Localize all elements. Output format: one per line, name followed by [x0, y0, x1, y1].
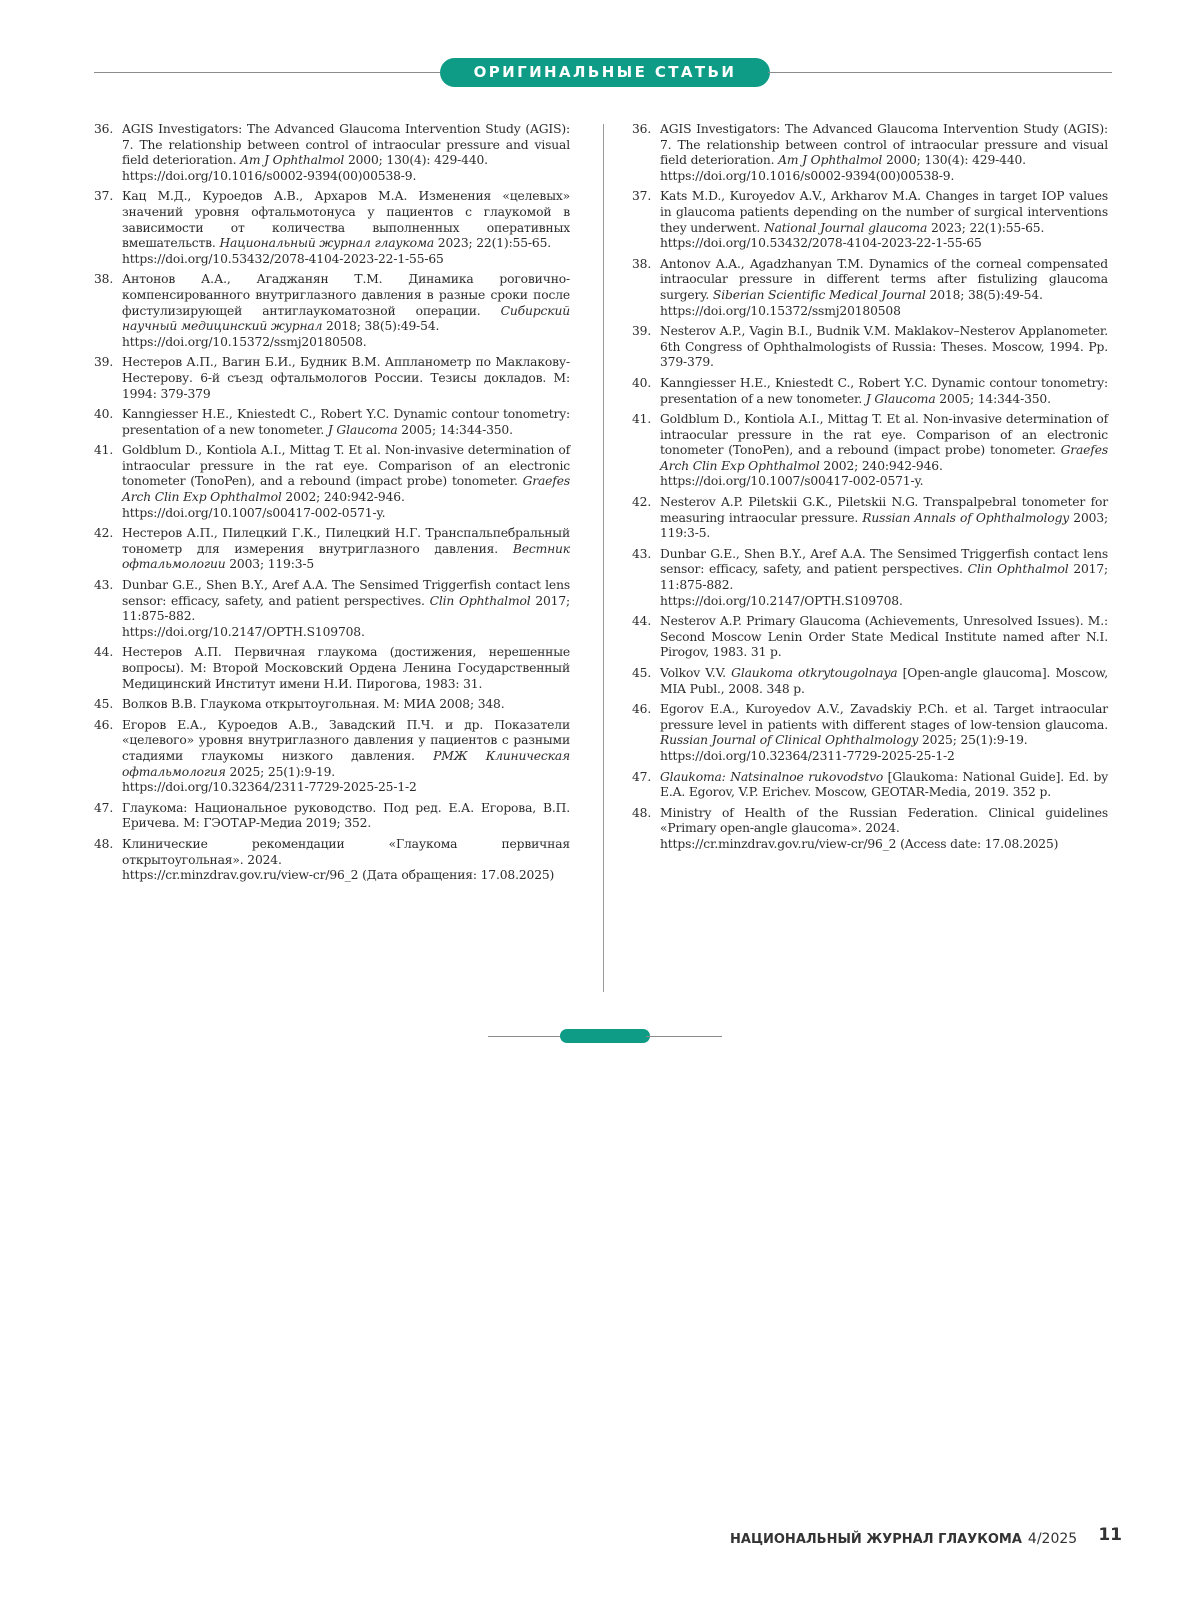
reference-text: Kanngiesser H.E., Kniestedt C., Robert Y.C. Dynamic contour tonometry: presentation of a new tonometer. — [660, 375, 1108, 406]
reference-item — [632, 189, 1108, 251]
reference-journal: Национальный журнал глаукома — [219, 236, 435, 251]
reference-text: Егоров Е.А., Куроедов А.В., Завадский П.Ч. и др. Показатели «целевого» уровня внутриглазного давления у пациентов с разными стадиями глаукомы низкого давления. — [122, 717, 570, 763]
reference-text: Нестеров А.П., Вагин Б.И., Будник В.М. Аппланометр по Маклакову-Нестерову. 6-й съезд офтальмологов России. Тезисы докладов. М: 1994: 379-379 — [122, 355, 570, 401]
reference-doi-link[interactable]: https://doi.org/10.1016/s0002-9394(00)00538-9. — [660, 168, 955, 183]
reference-doi-link[interactable]: https://doi.org/10.53432/2078-4104-2023-22-1-55-65 — [660, 236, 982, 251]
reference-item — [94, 801, 570, 832]
reference-number: 36. — [94, 122, 114, 136]
reference-number: 41. — [632, 412, 652, 427]
reference-text: Глаукома: Национальное руководство. Под ред. Е.А. Егорова, В.П. Еричева. М: ГЭОТАР-Медиа 2019; 352. — [122, 800, 570, 831]
reference-text: Egorov E.A., Kuroyedov A.V., Zavadskiy P.Ch. et al. Target intraocular pressure level in patients with different stages of low-tension glaucoma. — [660, 702, 1108, 732]
reference-item — [94, 122, 570, 184]
reference-details: 2018; 38(5):49-54. — [925, 287, 1043, 302]
reference-number: 43. — [632, 546, 652, 561]
reference-item — [632, 122, 1108, 184]
reference-journal: Graefes Arch Clin Exp Ophthalmol — [122, 474, 570, 505]
reference-doi-link[interactable]: https://doi.org/10.2147/OPTH.S109708. — [122, 624, 365, 639]
reference-number: 46. — [632, 702, 652, 717]
reference-number: 37. — [632, 189, 652, 204]
reference-text: AGIS Investigators: The Advanced Glaucoma Intervention Study (AGIS): 7. The relationship between control of intraocular pressure and visual field deterioration. — [122, 122, 570, 168]
reference-item — [94, 407, 570, 438]
reference-journal: Russian Journal of Clinical Ophthalmology — [660, 733, 919, 748]
reference-item — [632, 547, 1108, 609]
reference-item — [632, 495, 1108, 542]
reference-details: 2017; 11:875-882. — [660, 562, 1109, 593]
end-ornament — [560, 1029, 650, 1043]
reference-text: Kanngiesser H.E., Kniestedt C., Robert Y.C. Dynamic contour tonometry: presentation of a new tonometer. — [122, 407, 570, 437]
reference-text: Nesterov A.P. Piletskii G.K., Piletskii N.G. Transpalpebral tonometer for measuring intraocular pressure. — [660, 495, 1108, 525]
reference-item — [632, 412, 1108, 490]
reference-doi-link[interactable]: https://doi.org/10.53432/2078-4104-2023-22-1-55-65 — [122, 251, 444, 266]
reference-item — [94, 355, 570, 402]
reference-details: 2025; 25(1):9-19. — [225, 764, 336, 779]
reference-item — [94, 578, 570, 640]
reference-text: Volkov V.V. — [660, 666, 732, 680]
reference-journal: РМЖ Клиническая офтальмология — [122, 748, 570, 779]
reference-journal: Вестник офтальмологии — [122, 541, 570, 572]
references-english — [632, 122, 1108, 858]
reference-number: 40. — [632, 375, 652, 390]
reference-text: Goldblum D., Kontiola A.I., Mittag T. Et al. Non-invasive determination of intraocular pressure in the rat eye. Comparison of an electronic tonometer (TonoPen), and a rebound (impact probe) tonometer. — [122, 443, 570, 489]
reference-doi-link[interactable]: https://cr.minzdrav.gov.ru/view-cr/96_2 (Дата обращения: 17.08.2025) — [122, 868, 555, 883]
page-footer — [730, 1525, 1122, 1547]
reference-item — [632, 376, 1108, 407]
reference-doi-link[interactable]: https://doi.org/10.1016/s0002-9394(00)00538-9. — [122, 168, 417, 183]
references-russian — [94, 122, 570, 889]
reference-item — [94, 718, 570, 796]
reference-journal: Glaukoma: Natsinalnoe rukovodstvo — [660, 769, 884, 784]
reference-number: 47. — [632, 769, 652, 784]
reference-journal: Clin Ophthalmol — [967, 562, 1069, 577]
reference-number: 48. — [632, 805, 652, 820]
reference-number: 48. — [94, 836, 114, 851]
reference-item — [94, 837, 570, 884]
reference-details: 2002; 240:942-946. — [819, 458, 943, 473]
reference-details: 2005; 14:344-350. — [397, 422, 513, 437]
reference-text: Dunbar G.E., Shen B.Y., Aref A.A. The Sensimed Triggerfish contact lens sensor: efficacy, safety, and patient perspectives. — [660, 546, 1108, 577]
reference-doi-link[interactable]: https://doi.org/10.1007/s00417-002-0571-y. — [660, 474, 924, 489]
reference-doi-link[interactable]: https://doi.org/10.15372/ssmj20180508 — [660, 303, 901, 318]
reference-journal: Russian Annals of Ophthalmology — [862, 510, 1070, 525]
reference-journal: J Glaucoma — [865, 391, 936, 406]
reference-item — [632, 257, 1108, 319]
reference-text: Клинические рекомендации «Глаукома первичная открытоугольная». 2024. — [122, 836, 570, 867]
reference-item — [632, 324, 1108, 371]
header-rule-left — [94, 72, 442, 73]
reference-number: 42. — [94, 526, 114, 541]
reference-number: 45. — [94, 697, 114, 712]
reference-journal: National Journal glaucoma — [763, 220, 928, 235]
reference-text: Goldblum D., Kontiola A.I., Mittag T. Et al. Non-invasive determination of intraocular pressure in the rat eye. Comparison of an electronic tonometer (TonoPen), and a rebound (impact probe) tonometer. — [660, 412, 1108, 458]
reference-text: Кац М.Д., Куроедов А.В., Архаров М.А. Изменения «целевых» значений уровня офтальмотонуса у пациентов с глаукомой в зависимости от количества выполненных оперативных вмешательств. — [122, 189, 570, 251]
reference-number: 43. — [94, 578, 114, 593]
reference-number: 39. — [632, 324, 652, 339]
reference-journal: Am J Ophthalmol — [240, 153, 345, 168]
reference-text: Nesterov A.P. Primary Glaucoma (Achievements, Unresolved Issues). M.: Second Moscow Lenin Order State Medical Institute named after N.I. Pirogov, 1983. 31 p. — [660, 614, 1108, 660]
reference-details: 2023; 22(1):55-65. — [434, 236, 552, 251]
reference-details: 2000; 130(4): 429-440. — [344, 153, 488, 168]
reference-item — [632, 702, 1108, 764]
reference-item — [632, 666, 1108, 697]
reference-number: 36. — [632, 122, 652, 136]
reference-journal: Clin Ophthalmol — [429, 593, 531, 608]
reference-details: [Glaukoma: National Guide]. Ed. by E.A. Egorov, V.P. Erichev. Moscow, GEOTAR-Media, 2019. 352 p. — [660, 769, 1108, 800]
reference-text: Dunbar G.E., Shen B.Y., Aref A.A. The Sensimed Triggerfish contact lens sensor: efficacy, safety, and patient perspectives. — [122, 578, 570, 608]
reference-text: Ministry of Health of the Russian Federation. Clinical guidelines «Primary open-angle glaucoma». 2024. — [660, 805, 1108, 836]
issue-number: 4/2025 — [1027, 1531, 1078, 1547]
reference-text: Волков В.В. Глаукома открытоугольная. М: МИА 2008; 348. — [122, 697, 505, 712]
reference-details: 2003; 119:3-5. — [660, 510, 1108, 541]
reference-number: 44. — [632, 614, 652, 629]
reference-journal: Сибирский научный медицинский журнал — [122, 303, 570, 334]
reference-number: 38. — [94, 272, 114, 287]
reference-number: 45. — [632, 666, 652, 680]
reference-details: 2025; 25(1):9-19. — [918, 733, 1028, 748]
reference-details: 2002; 240:942-946. — [281, 490, 405, 505]
reference-doi-link[interactable]: https://doi.org/10.1007/s00417-002-0571-y. — [122, 505, 386, 520]
reference-details: 2003; 119:3-5 — [225, 557, 315, 572]
reference-doi-link[interactable]: https://doi.org/10.32364/2311-7729-2025-25-1-2 — [122, 780, 417, 795]
reference-number: 41. — [94, 443, 114, 458]
reference-item — [94, 443, 570, 521]
reference-details: 2018; 38(5):49-54. — [322, 319, 440, 334]
reference-journal: Glaukoma otkrytougolnaya — [731, 666, 898, 680]
reference-doi-link[interactable]: https://doi.org/10.15372/ssmj20180508. — [122, 334, 367, 349]
reference-item — [632, 614, 1108, 661]
reference-details: 2005; 14:344-350. — [935, 391, 1051, 406]
reference-details: [Open-angle glaucoma]. Moscow, MIA Publ., 2008. 348 p. — [660, 666, 1108, 696]
reference-text: Нестеров А.П. Первичная глаукома (достижения, нерешенные вопросы). М: Второй Московский Ордена Ленина Государственный Медицинский Институт имени Н.И. Пирогова, 1983: 31. — [122, 645, 570, 691]
reference-text: Антонов А.А., Агаджанян Т.М. Динамика роговично-компенсированного внутриглазного давления в разные сроки после фистулизирующей антиглаукоматозной операции. — [122, 272, 570, 318]
reference-doi-link[interactable]: https://doi.org/10.2147/OPTH.S109708. — [660, 593, 903, 608]
reference-details: 2017; 11:875-882. — [122, 593, 571, 624]
page-number: 11 — [1098, 1525, 1122, 1545]
reference-details: 2000; 130(4): 429-440. — [882, 153, 1026, 168]
reference-journal: J Glaucoma — [327, 422, 398, 437]
section-label: ОРИГИНАЛЬНЫЕ СТАТЬИ — [440, 58, 770, 87]
reference-number: 39. — [94, 355, 114, 370]
reference-number: 42. — [632, 495, 652, 510]
header-rule-right — [768, 72, 1112, 73]
reference-item — [94, 645, 570, 692]
reference-item — [632, 770, 1108, 801]
reference-journal: Graefes Arch Clin Exp Ophthalmol — [660, 443, 1108, 473]
reference-text: Nesterov A.P., Vagin B.I., Budnik V.M. Maklakov–Nesterov Applanometer. 6th Congress of Ophthalmologists of Russia: Theses. Moscow, 1994. Pp. 379-379. — [660, 324, 1108, 370]
reference-text: Kats M.D., Kuroyedov A.V., Arkharov M.A. Changes in target IOP values in glaucoma patients depending on the number of surgical interventions they underwent. — [660, 189, 1108, 235]
reference-doi-link[interactable]: https://cr.minzdrav.gov.ru/view-cr/96_2 (Access date: 17.08.2025) — [660, 836, 1059, 851]
reference-item — [94, 189, 570, 267]
reference-journal: Am J Ophthalmol — [778, 153, 883, 168]
reference-number: 37. — [94, 189, 114, 204]
reference-journal: Siberian Scientific Medical Journal — [712, 287, 926, 302]
reference-number: 46. — [94, 717, 114, 732]
reference-number: 40. — [94, 407, 114, 422]
reference-text: Antonov A.A., Agadzhanyan T.M. Dynamics of the corneal compensated intraocular pressure in different terms after fistulizing glaucoma surgery. — [660, 256, 1108, 302]
reference-item — [94, 272, 570, 350]
reference-number: 47. — [94, 800, 114, 815]
reference-doi-link[interactable]: https://doi.org/10.32364/2311-7729-2025-25-1-2 — [660, 748, 955, 763]
reference-details: 2023; 22(1):55-65. — [927, 220, 1045, 235]
reference-item — [94, 697, 570, 713]
reference-item — [632, 806, 1108, 853]
end-ornament-line-right — [646, 1036, 722, 1037]
reference-number: 44. — [94, 645, 114, 660]
end-ornament-line-left — [488, 1036, 562, 1037]
reference-text: Нестеров А.П., Пилецкий Г.К., Пилецкий Н.Г. Транспальпебральный тонометр для измерения внутриглазного давления. — [122, 526, 570, 556]
reference-text: AGIS Investigators: The Advanced Glaucoma Intervention Study (AGIS): 7. The relationship between control of intraocular pressure and visual field deterioration. — [660, 122, 1108, 168]
journal-name: НАЦИОНАЛЬНЫЙ ЖУРНАЛ ГЛАУКОМА — [730, 1532, 1022, 1547]
reference-number: 38. — [632, 256, 652, 271]
column-divider — [603, 124, 604, 992]
reference-item — [94, 526, 570, 573]
